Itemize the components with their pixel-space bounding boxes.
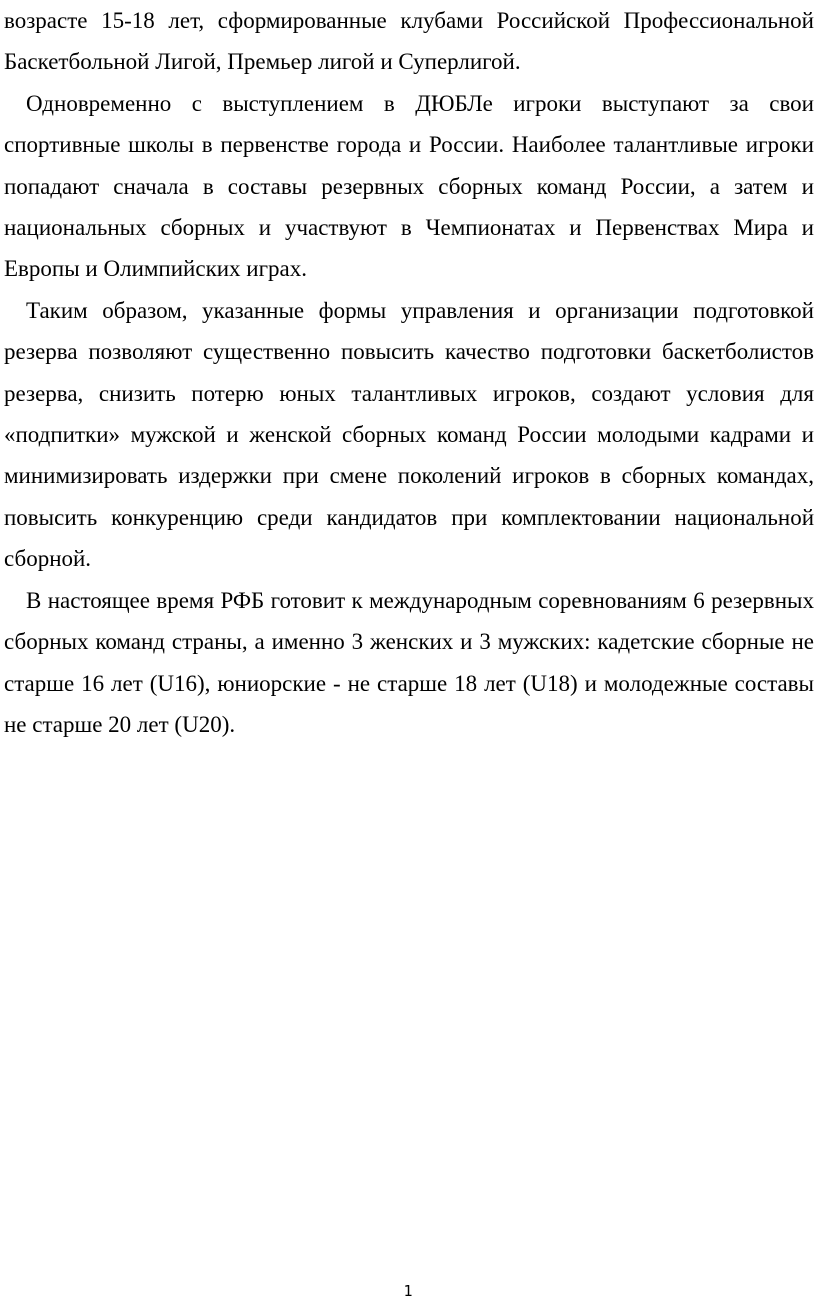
paragraph-continuation: возрасте 15-18 лет, сформированные клубами Российской Профессиональной Баскетбольной Лигой, Премьер лигой и Суперлигой.	[4, 8, 814, 75]
paragraph-dyubl: Одновременно с выступлением в ДЮБЛе игроки выступают за свои спортивные школы в первенстве города и России. Наиболее талантливые игроки попадают сначала в составы резервных сборных команд России, а затем и национальных сборных и участвуют в Чемпионатах и Первенствах Мира и Европы и Олимпийских играх.	[4, 90, 814, 282]
paragraph-management: Таким образом, указанные формы управления и организации подготовкой резерва позволяют существенно повысить качество подготовки баскетболистов резерва, снизить потерю юных талантливых игроков, создают условия для «подпитки» мужской и женской сборных команд России молодыми кадрами и минимизировать издержки при смене поколений игроков в сборных командах, повысить конкуренцию среди кандидатов при комплектовании национальной сборной.	[4, 297, 814, 572]
document-body	[4, 0, 814, 745]
paragraph-rfb-teams: В настоящее время РФБ готовит к международным соревнованиям 6 резервных сборных команд страны, а именно 3 женских и 3 мужских: кадетские сборные не старше 16 лет (U16), юниорские - не старше 18 лет (U18) и молодежные составы не старше 20 лет (U20).	[4, 587, 814, 737]
page-number: 1	[403, 1282, 413, 1300]
